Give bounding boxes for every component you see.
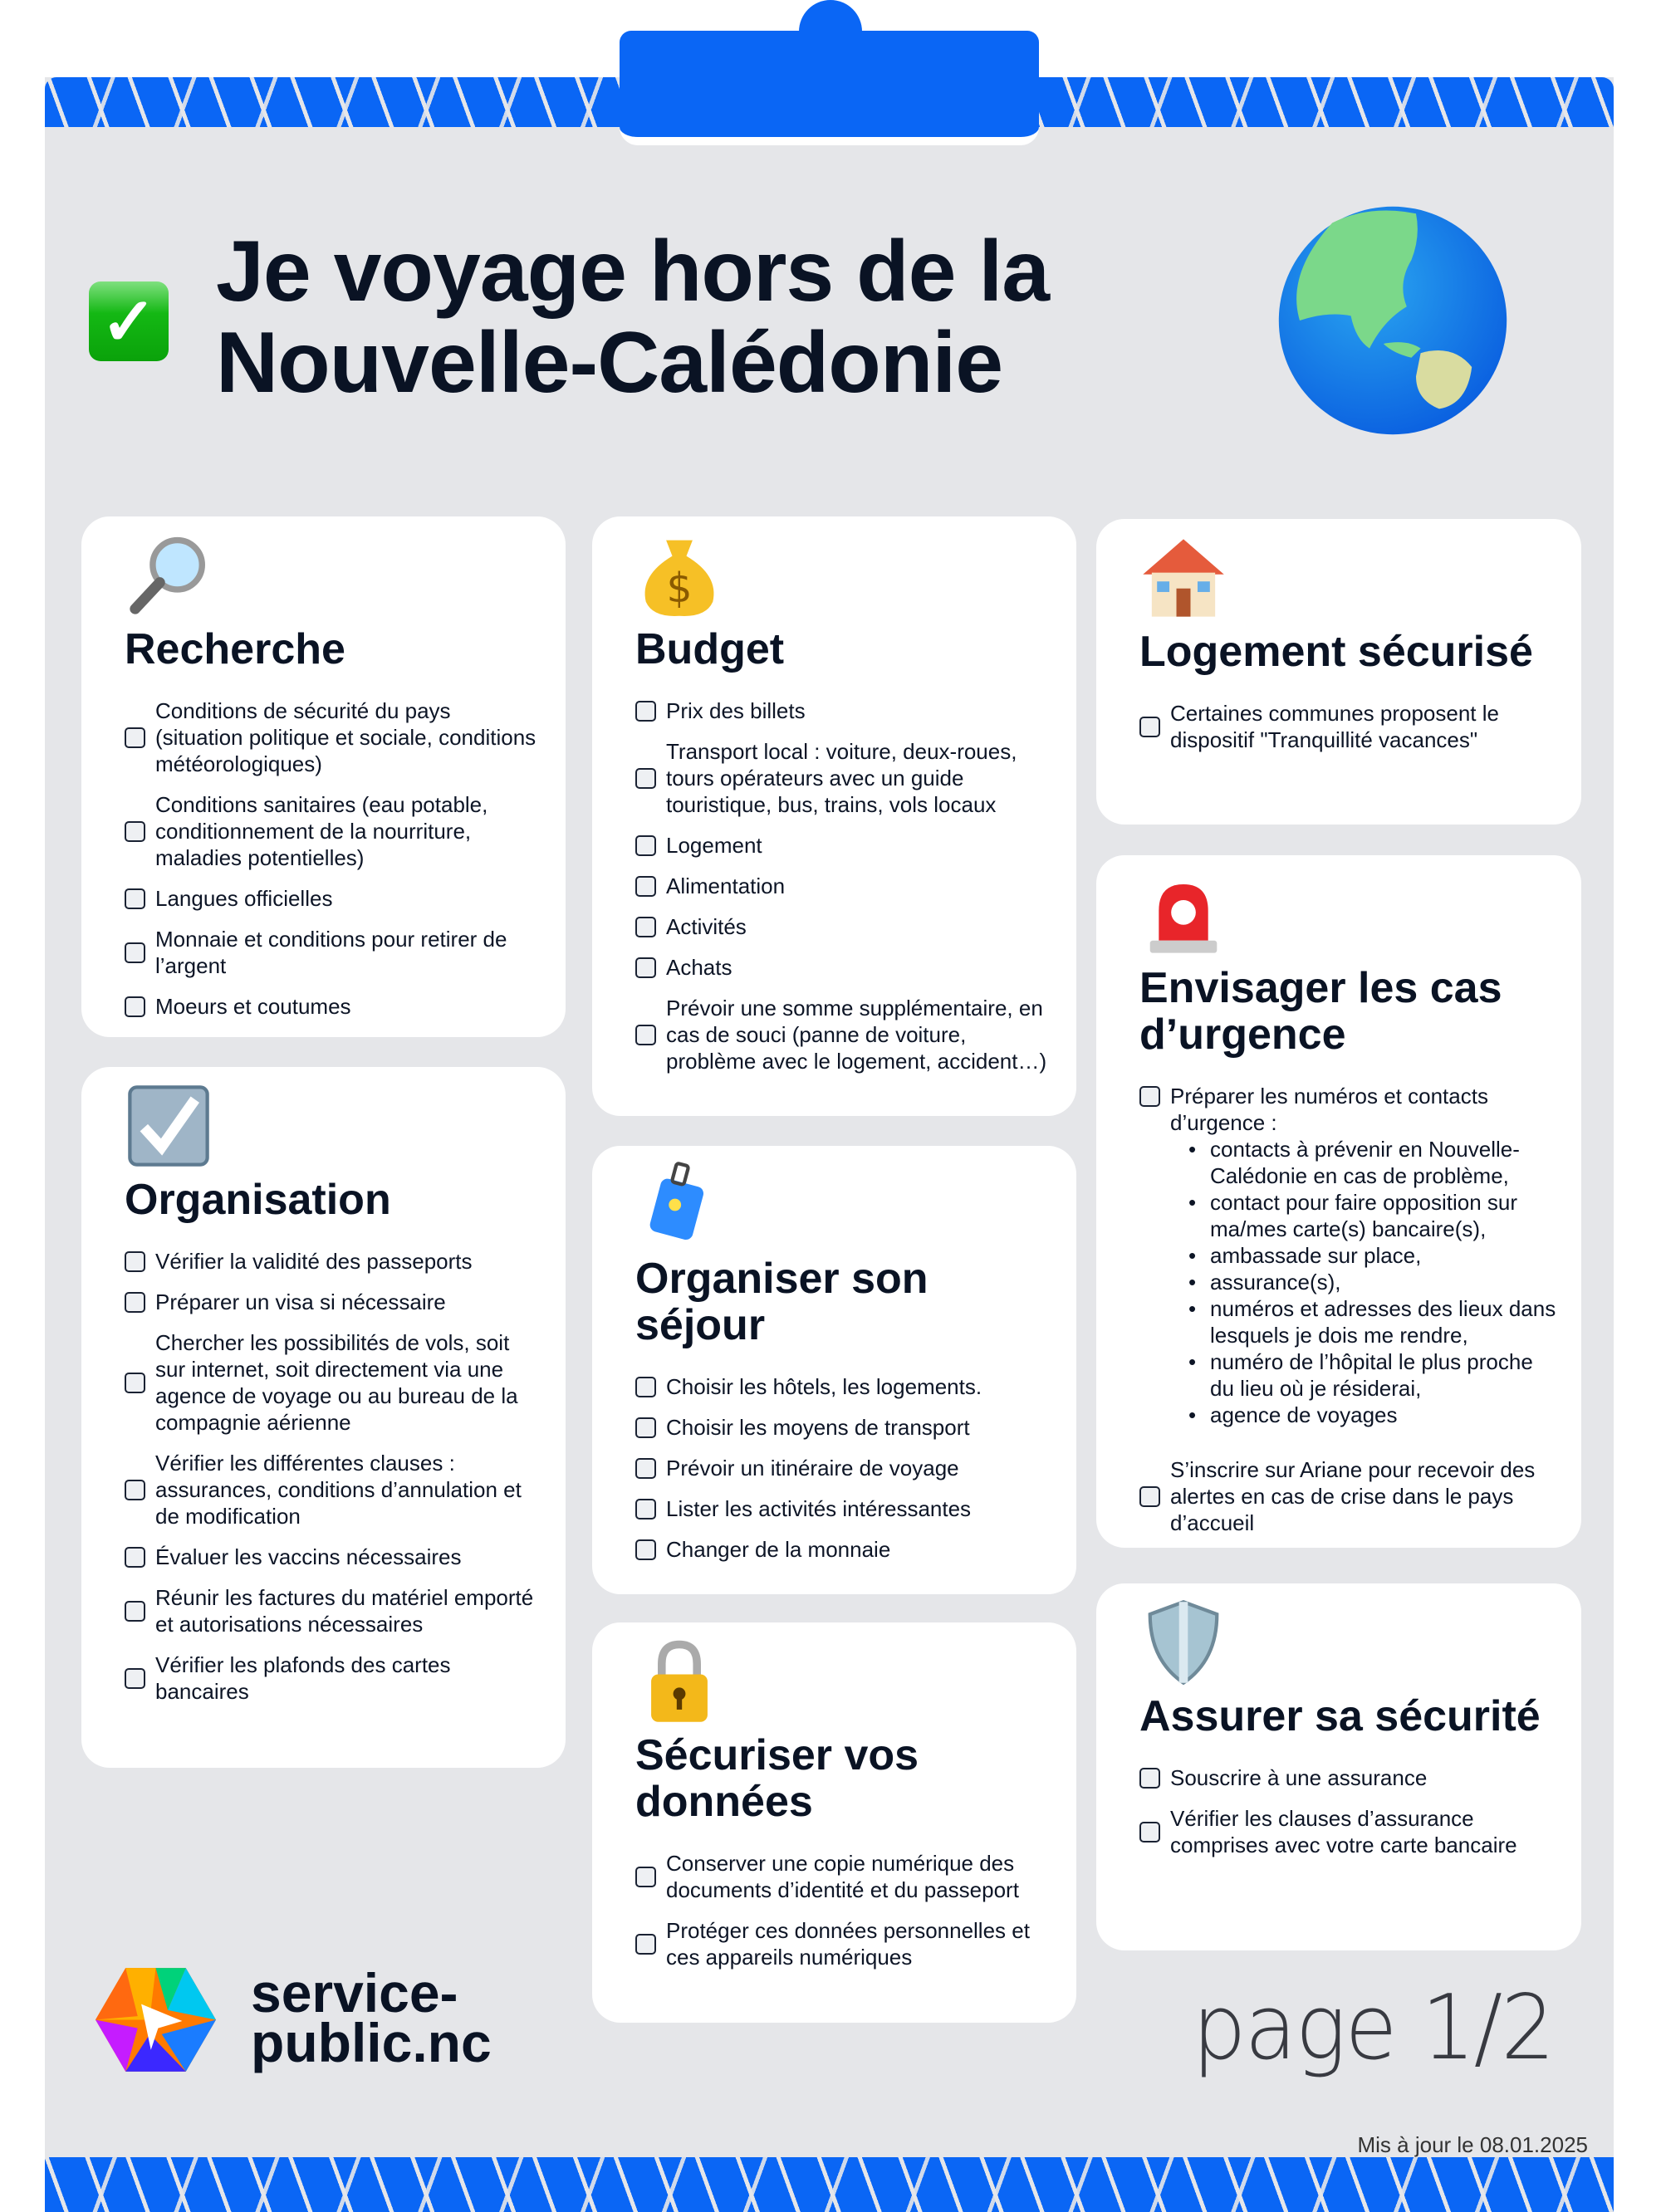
card-title: Assurer sa sécurité bbox=[1139, 1692, 1541, 1740]
checklist-item[interactable] bbox=[125, 1544, 541, 1570]
checkbox[interactable] bbox=[125, 727, 145, 748]
lock-icon bbox=[635, 1637, 1051, 1725]
page-number: page 1/2 bbox=[1192, 1976, 1554, 2080]
checklist-item-body bbox=[666, 1373, 1051, 1400]
checklist-item[interactable] bbox=[125, 1450, 541, 1529]
page-title bbox=[216, 223, 1050, 411]
sub-list-item: • ambassade sur place, bbox=[1188, 1242, 1556, 1269]
checkbox[interactable] bbox=[1139, 1086, 1160, 1107]
card-title: Budget bbox=[635, 625, 785, 673]
checklist-item-label: Conditions de sécurité du pays (situation politique et sociale, conditions météorologiques) bbox=[155, 698, 537, 776]
checklist-item-label: Certaines communes proposent le dispositif "Tranquillité vacances" bbox=[1170, 701, 1499, 752]
checklist-item-label: Choisir les moyens de transport bbox=[666, 1415, 970, 1440]
checkbox[interactable] bbox=[1139, 1486, 1160, 1507]
checklist-item[interactable] bbox=[635, 1917, 1051, 1970]
checklist-item-body bbox=[155, 697, 541, 777]
card-title: Logement sécurisé bbox=[1139, 628, 1533, 676]
siren-icon bbox=[1139, 870, 1556, 958]
checklist-item[interactable] bbox=[125, 697, 541, 777]
checklist-item-body bbox=[155, 1248, 541, 1275]
card-logement bbox=[1096, 519, 1581, 825]
checklist-item-body bbox=[666, 1495, 1051, 1522]
checklist-item-label: Vérifier les différentes clauses : assurances, conditions d’annulation et de modification bbox=[155, 1451, 522, 1529]
checklist-item-label: Achats bbox=[666, 955, 733, 980]
checkbox[interactable] bbox=[635, 1025, 656, 1045]
checkbox-icon bbox=[125, 1082, 541, 1170]
sub-list-item: • assurance(s), bbox=[1188, 1269, 1556, 1295]
checklist-item-label: Préparer les numéros et contacts d’urgence : bbox=[1170, 1084, 1488, 1135]
checklist-item-label: Réunir les factures du matériel emporté et autorisations nécessaires bbox=[155, 1585, 534, 1637]
checklist-item-body bbox=[666, 832, 1051, 859]
checkbox[interactable] bbox=[635, 1934, 656, 1955]
checkbox[interactable] bbox=[125, 1547, 145, 1568]
checklist-item-body bbox=[666, 1536, 1051, 1563]
magnifier-icon bbox=[125, 531, 541, 619]
checklist-item[interactable] bbox=[635, 1495, 1051, 1522]
sub-list-item: • numéros et adresses des lieux dans lesquels je dois me rendre, bbox=[1188, 1295, 1556, 1348]
checklist-item[interactable] bbox=[125, 926, 541, 979]
checkbox[interactable] bbox=[635, 1499, 656, 1520]
checklist-item-body bbox=[155, 1544, 541, 1570]
checklist-item-body bbox=[666, 873, 1051, 899]
checklist-item-label: Alimentation bbox=[666, 874, 786, 898]
checklist-item-label: Monnaie et conditions pour retirer de l’argent bbox=[155, 927, 507, 978]
checkbox[interactable] bbox=[635, 957, 656, 978]
checklist-item-body bbox=[1170, 700, 1556, 753]
checklist-item-body bbox=[666, 995, 1051, 1074]
checklist-item-label: Protéger ces données personnelles et ces appareils numériques bbox=[666, 1918, 1030, 1970]
checklist-item-body bbox=[155, 791, 541, 871]
checkbox[interactable] bbox=[125, 1292, 145, 1313]
checklist-item-label: Vérifier la validité des passeports bbox=[155, 1249, 473, 1274]
checklist-item[interactable] bbox=[635, 1455, 1051, 1481]
checkbox[interactable] bbox=[1139, 717, 1160, 737]
checkbox[interactable] bbox=[635, 768, 656, 789]
checklist-item-body bbox=[666, 954, 1051, 981]
sub-list-item: • numéro de l’hôpital le plus proche du lieu où je résiderai, bbox=[1188, 1348, 1556, 1402]
checklist-item[interactable] bbox=[635, 1414, 1051, 1441]
checkbox[interactable] bbox=[635, 1417, 656, 1438]
checklist-item-label: Moeurs et coutumes bbox=[155, 994, 351, 1019]
checklist-item-label: Chercher les possibilités de vols, soit sur internet, soit directement via une agence de voyage ou au bureau de la compagnie aérienne bbox=[155, 1330, 518, 1435]
clipboard-clip bbox=[620, 31, 1039, 145]
check-mark-button-icon: ✓ bbox=[89, 281, 169, 361]
checklist-item-label: Conditions sanitaires (eau potable, conditionnement de la nourriture, maladies potentielles) bbox=[155, 792, 488, 870]
money-bag-icon bbox=[635, 531, 1051, 619]
card-title: Sécuriser vos données bbox=[635, 1731, 919, 1826]
checklist-item-body bbox=[155, 993, 541, 1020]
checkbox[interactable] bbox=[635, 1539, 656, 1560]
checklist-item[interactable] bbox=[635, 1850, 1051, 1903]
checklist-item-label: Vérifier les plafonds des cartes bancaires bbox=[155, 1652, 451, 1704]
card-donnees bbox=[592, 1622, 1076, 2023]
checklist-item-body bbox=[666, 1917, 1051, 1970]
checklist-item-body bbox=[155, 1584, 541, 1637]
checklist-item-body bbox=[155, 1289, 541, 1315]
checklist-item[interactable] bbox=[635, 995, 1051, 1074]
checklist-item-body bbox=[1170, 1456, 1556, 1536]
checklist-item-label: Lister les activités intéressantes bbox=[666, 1496, 972, 1521]
checklist-item-label: Activités bbox=[666, 914, 747, 939]
checklist-item-body bbox=[666, 1414, 1051, 1441]
checklist-item-body bbox=[666, 1455, 1051, 1481]
house-icon bbox=[1139, 534, 1556, 622]
title-line-2: Nouvelle-Calédonie bbox=[216, 315, 1003, 411]
checklist-item[interactable] bbox=[125, 1652, 541, 1705]
checklist-item-body bbox=[155, 1329, 541, 1436]
checklist-item-label: Vérifier les clauses d’assurance comprises avec votre carte bancaire bbox=[1170, 1806, 1517, 1857]
checklist-item[interactable] bbox=[635, 913, 1051, 940]
checkbox[interactable] bbox=[125, 942, 145, 963]
card-sejour bbox=[592, 1146, 1076, 1594]
checklist-item-label: Choisir les hôtels, les logements. bbox=[666, 1374, 982, 1399]
checklist-item-label: Prévoir une somme supplémentaire, en cas de souci (panne de voiture, problème avec le logement, accident…) bbox=[666, 996, 1047, 1074]
checklist-item[interactable] bbox=[1139, 1456, 1556, 1536]
checkbox[interactable] bbox=[125, 888, 145, 909]
checklist-item[interactable] bbox=[125, 1584, 541, 1637]
checklist-item-body bbox=[155, 885, 541, 912]
card-organisation bbox=[81, 1067, 566, 1768]
checklist-item-label: Conserver une copie numérique des documents d’identité et du passeport bbox=[666, 1851, 1019, 1902]
card-title: Organisation bbox=[125, 1176, 391, 1224]
card-recherche bbox=[81, 516, 566, 1037]
checkbox[interactable] bbox=[635, 835, 656, 856]
checklist-item-body bbox=[155, 926, 541, 979]
checklist-item-body bbox=[666, 697, 1051, 724]
checklist-item-label: Évaluer les vaccins nécessaires bbox=[155, 1544, 462, 1569]
checkbox[interactable] bbox=[635, 701, 656, 722]
checklist-item-label: Prévoir un itinéraire de voyage bbox=[666, 1456, 959, 1480]
checklist-item-body bbox=[666, 1850, 1051, 1903]
checkbox[interactable] bbox=[635, 1867, 656, 1887]
checkbox[interactable] bbox=[125, 1251, 145, 1272]
card-urgence bbox=[1096, 855, 1581, 1548]
checklist-item[interactable] bbox=[635, 954, 1051, 981]
card-title: Envisager les cas d’urgence bbox=[1139, 964, 1502, 1059]
card-budget bbox=[592, 516, 1076, 1116]
checkbox[interactable] bbox=[635, 917, 656, 937]
globe-icon bbox=[1274, 204, 1512, 437]
suitcase-icon bbox=[635, 1161, 1051, 1249]
checklist-item[interactable] bbox=[1139, 700, 1556, 753]
checklist-item[interactable] bbox=[1139, 1083, 1556, 1428]
checklist-item[interactable] bbox=[635, 738, 1051, 818]
sub-list-item: • contact pour faire opposition sur ma/mes carte(s) bancaire(s), bbox=[1188, 1189, 1556, 1242]
checklist-item-body bbox=[1170, 1805, 1556, 1858]
checkbox[interactable] bbox=[635, 876, 656, 897]
checklist-item-body bbox=[1170, 1083, 1556, 1428]
checklist-item[interactable] bbox=[125, 1329, 541, 1436]
brand-name bbox=[251, 1962, 492, 2073]
brand-line-1: service- bbox=[251, 1962, 458, 2024]
checkbox[interactable] bbox=[1139, 1822, 1160, 1843]
checklist-item-label: Souscrire à une assurance bbox=[1170, 1765, 1428, 1790]
checkbox[interactable] bbox=[125, 1373, 145, 1393]
checklist-item[interactable] bbox=[635, 1536, 1051, 1563]
checklist-item[interactable] bbox=[1139, 1764, 1556, 1791]
checklist-item-label: Prix des billets bbox=[666, 698, 806, 723]
sub-list bbox=[1170, 1136, 1556, 1428]
card-title: Recherche bbox=[125, 625, 345, 673]
sub-list-item: • contacts à prévenir en Nouvelle-Calédonie en cas de problème, bbox=[1188, 1136, 1556, 1189]
checkbox[interactable] bbox=[125, 821, 145, 842]
checklist-item[interactable] bbox=[125, 1248, 541, 1275]
checkbox[interactable] bbox=[125, 996, 145, 1017]
checkbox[interactable] bbox=[125, 1601, 145, 1622]
shield-icon bbox=[1139, 1598, 1556, 1686]
checkbox[interactable] bbox=[125, 1668, 145, 1689]
brand-line-2: public.nc bbox=[251, 2012, 492, 2073]
checklist-item[interactable] bbox=[125, 1289, 541, 1315]
checklist-item-label: Logement bbox=[666, 833, 762, 858]
checklist-item-body bbox=[155, 1450, 541, 1529]
svg-text:$: $ bbox=[666, 565, 693, 612]
checklist-item-body bbox=[666, 738, 1051, 818]
checklist-item[interactable] bbox=[635, 873, 1051, 899]
bottom-pattern-band bbox=[45, 2157, 1614, 2212]
checklist-item-body bbox=[155, 1652, 541, 1705]
checklist-item[interactable] bbox=[635, 832, 1051, 859]
checklist-item[interactable] bbox=[635, 697, 1051, 724]
last-updated: Mis à jour le 08.01.2025 bbox=[1357, 2132, 1588, 2157]
checklist-item[interactable] bbox=[125, 993, 541, 1020]
checklist-item-label: Changer de la monnaie bbox=[666, 1537, 891, 1562]
card-securite bbox=[1096, 1583, 1581, 1950]
checkbox[interactable] bbox=[125, 1480, 145, 1500]
checkbox[interactable] bbox=[1139, 1768, 1160, 1789]
checklist-item-body bbox=[1170, 1764, 1556, 1791]
checklist-item[interactable] bbox=[1139, 1805, 1556, 1858]
checklist-item-body bbox=[666, 913, 1051, 940]
checklist-item-label: Préparer un visa si nécessaire bbox=[155, 1290, 446, 1314]
title-line-1: Je voyage hors de la bbox=[216, 223, 1050, 320]
checkbox[interactable] bbox=[635, 1458, 656, 1479]
checklist-item-label: S’inscrire sur Ariane pour recevoir des alertes en cas de crise dans le pays d’accueil bbox=[1170, 1457, 1536, 1535]
service-public-logo bbox=[96, 1968, 216, 2072]
checklist-item[interactable] bbox=[125, 791, 541, 871]
checklist-item[interactable] bbox=[635, 1373, 1051, 1400]
checklist-item[interactable] bbox=[125, 885, 541, 912]
checklist-item-label: Transport local : voiture, deux-roues, tours opérateurs avec un guide touristique, bus, trains, vols locaux bbox=[666, 739, 1017, 817]
card-title: Organiser son séjour bbox=[635, 1255, 928, 1349]
checkbox[interactable] bbox=[635, 1377, 656, 1397]
sub-list-item: • agence de voyages bbox=[1188, 1402, 1556, 1428]
checklist-item-label: Langues officielles bbox=[155, 886, 333, 911]
